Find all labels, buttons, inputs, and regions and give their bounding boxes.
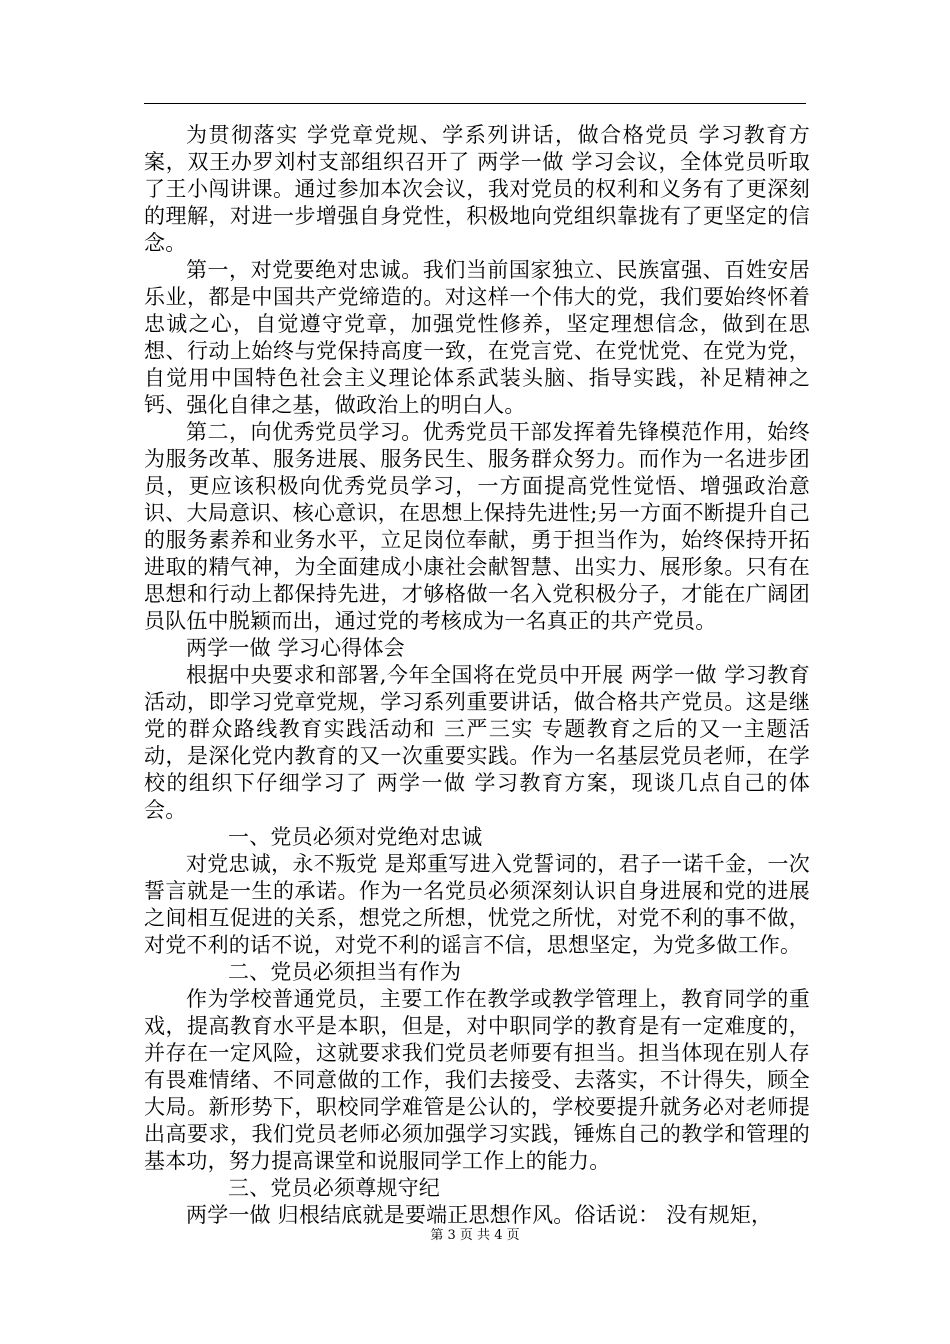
paragraph-7: 两学一做 归根结底就是要端正思想作风。俗话说： 没有规矩， [186,1203,773,1227]
heading-1: 一、党员必须对党绝对忠诚 [228,825,483,849]
page-footer: 第 3 页 共 4 页 [430,1228,520,1243]
paragraph-1: 为贯彻落实 学党章党规、学系列讲话，做合格党员 学习教育方案，双王办罗刘村支部组织召开了 两学一做 学习会议，全体党员听取了王小闯讲课。通过参加本次会议，我对党员的权利和义务有了更深刻的理解，对进一步增强自身党性，积极地向党组织靠拢有了更坚定的信念。 [144,123,810,255]
paragraph-6: 作为学校普通党员，主要工作在教学或教学管理上，教育同学的重戏，提高教育水平是本职，但是，对中职同学的教育是有一定难度的，并存在一定风险，这就要求我们党员老师要有担当。担当体现在别人存有畏难情绪、不同意做的工作，我们去接受、去落实，不计得失，顾全大局。新形势下，职校同学难管是公认的，学校要提升就务必对老师提出高要求，我们党员老师必须加强学习实践，锤炼自己的教学和管理的基本功，努力提高课堂和说服同学工作上的能力。 [144,987,810,1173]
section-title: 两学一做 学习心得体会 [186,636,405,660]
paragraph-5: 对党忠诚，永不叛党 是郑重写进入党誓词的，君子一诺千金，一次誓言就是一生的承诺。作为一名党员必须深刻认识自身进展和党的进展之间相互促进的关系，想党之所想，忧党之所忧，对党不利的事不做，对党不利的话不说，对党不利的谣言不信，思想坚定，为党多做工作。 [144,852,810,957]
paragraph-4: 根据中央要求和部署,今年全国将在党员中开展 两学一做 学习教育活动，即学习党章党规，学习系列重要讲话，做合格共产党员。这是继党的群众路线教育实践活动和 三严三实 专题教育之后的又一主题活动，是深化党内教育的又一次重要实践。作为一名基层党员老师，在学校的组织下仔细学习了 两学一做 学习教育方案，现谈几点自己的体会。 [144,663,810,822]
heading-2: 二、党员必须担当有作为 [228,960,462,984]
header-rule [144,103,806,104]
heading-3: 三、党员必须尊规守纪 [228,1176,440,1200]
paragraph-2: 第一，对党要绝对忠诚。我们当前国家独立、民族富强、百姓安居乐业，都是中国共产党缔造的。对这样一个伟大的党，我们要始终怀着忠诚之心，自觉遵守党章，加强党性修养，坚定理想信念，做到在思想、行动上始终与党保持高度一致，在党言党、在党忧党、在党为党，自觉用中国特色社会主义理论体系武装头脑、指导实践，补足精神之钙、强化自律之基，做政治上的明白人。 [144,258,810,417]
paragraph-3: 第二，向优秀党员学习。优秀党员干部发挥着先锋模范作用，始终为服务改革、服务进展、服务民生、服务群众努力。而作为一名进步团员，更应该积极向优秀党员学习，一方面提高党性觉悟、增强政治意识、大局意识、核心意识，在思想上保持先进性;另一方面不断提升自己的服务素养和业务水平，立足岗位奉献，勇于担当作为，始终保持开拓进取的精气神，为全面建成小康社会献智慧、出实力、展形象。只有在思想和行动上都保持先进，才够格做一名入党积极分子，才能在广阔团员队伍中脱颖而出，通过党的考核成为一名真正的共产党员。 [144,420,810,633]
document-body [144,122,810,1229]
